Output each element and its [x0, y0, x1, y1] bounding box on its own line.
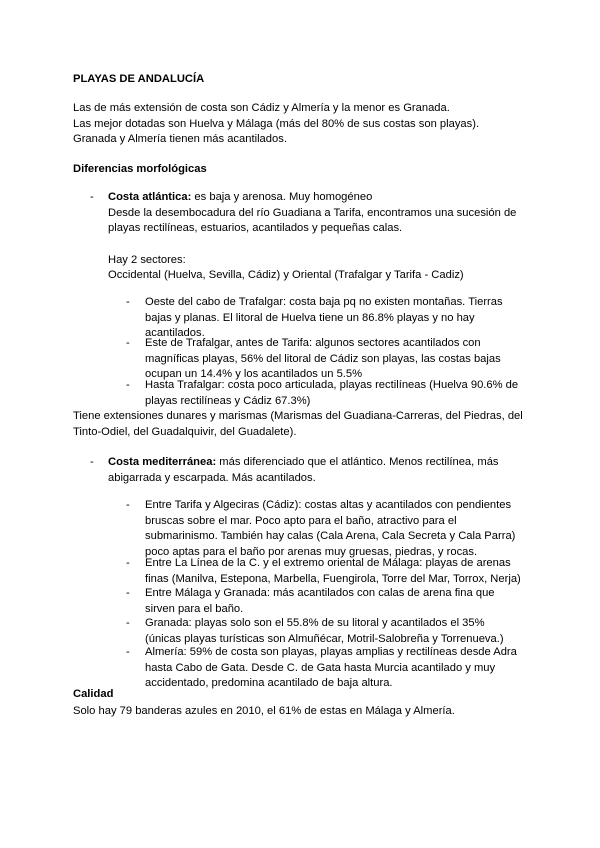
bullet-dash: -: [126, 499, 130, 511]
bullet-dash: -: [126, 587, 130, 599]
intro-paragraph: [73, 101, 535, 148]
bullet-dash: -: [126, 646, 130, 658]
mediterranean-coast-item: [108, 455, 528, 486]
atlantic-heading-line: [108, 190, 528, 206]
atlantic-coast-item: [108, 190, 528, 284]
atlantic-summary: es baja y arenosa. Muy homogéneo: [191, 191, 373, 203]
mediterranean-label: Costa mediterránea:: [108, 456, 217, 468]
atlantic-bullet: Oeste del cabo de Trafalgar: costa baja pq no existen montañas. Tierras bajas y planas. El litoral de Huelva tiene un 86.8% playas y no hay acantilados.: [145, 296, 503, 340]
bullet-dash: -: [126, 617, 130, 629]
quality-paragraph: Solo hay 79 banderas azules en 2010, el 61% de estas en Málaga y Almería.: [73, 705, 455, 717]
mediterranean-bullet: Entre Tarifa y Algeciras (Cádiz): costas altas y acantilados con pendientes bruscas sobre el mar. Poco apto para el baño, atractivo para el submarinismo. También hay calas (Cala Arena, Cala Secreta y Cala Parra) poco aptas para el baño por arenas muy gruesas, piedras, y rocas.: [145, 499, 516, 558]
bullet-dash: -: [126, 296, 130, 308]
atlantic-description: Desde la desembocadura del río Guadiana a Tarifa, encontramos una sucesión de playas rectilíneas, estuarios, acantilados y pequeñas calas.: [108, 206, 517, 235]
mediterranean-bullet: Granada: playas solo son el 55.8% de su litoral y acantilados el 35% (únicas playas turísticas son Almuñécar, Motril-Salobreña y Torrenueva.): [145, 617, 504, 645]
atlantic-bullet: Hasta Trafalgar: costa poco articulada, playas rectilíneas (Huelva 90.6% de playas rectilíneas y Cádiz 67.3%): [145, 379, 519, 407]
atlantic-sectors: Occidental (Huelva, Sevilla, Cádiz) y Oriental (Trafalgar y Tarifa - Cadiz): [108, 269, 464, 282]
list-dash: -: [90, 191, 94, 203]
list-dash: -: [90, 456, 94, 468]
mediterranean-summary: más diferenciado que el atlántico. Menos rectilínea, más abigarrada y escarpada. Más acantilados.: [108, 456, 499, 484]
mediterranean-heading-line: [108, 455, 528, 486]
section-heading-morphology: Diferencias morfológicas: [73, 163, 207, 175]
page-title: PLAYAS DE ANDALUCÍA: [73, 73, 205, 85]
mediterranean-bullet: Entre La Línea de la C. y el extremo oriental de Málaga: playas de arenas finas (Manilva, Estepona, Marbella, Fuengirola, Torre del Mar, Torrox, Nerja): [145, 557, 521, 585]
bullet-dash: -: [126, 557, 130, 569]
atlantic-dunes-paragraph: Tiene extensiones dunares y marismas (Marismas del Guadiana-Carreras, del Piedras, del Tinto-Odiel, del Guadalquivir, del Guadalete).: [73, 410, 523, 438]
intro-line: Las mejor dotadas son Huelva y Málaga (más del 80% de sus costas son playas).: [73, 117, 480, 130]
mediterranean-bullet: Entre Málaga y Granada: más acantilados con calas de arena fina que sirven para el baño.: [145, 587, 495, 615]
intro-line: Las de más extensión de costa son Cádiz y Almería y la menor es Granada.: [73, 102, 450, 114]
atlantic-bullet: Este de Trafalgar, antes de Tarifa: algunos sectores acantilados con magníficas playas, 56% del litoral de Cádiz son playas, las costas bajas ocupan un 14.4% y los acantilados un 5.5%: [145, 337, 501, 381]
bullet-dash: -: [126, 379, 130, 391]
bullet-dash: -: [126, 337, 130, 349]
mediterranean-bullet: Almería: 59% de costa son playas, playas amplias y rectilíneas desde Adra hasta Cabo de Gata. Desde C. de Gata hasta Murcia acantilado y muy accidentado, predomina acantilado de baja altura.: [145, 646, 517, 690]
section-heading-quality: Calidad: [73, 688, 114, 700]
atlantic-sectors-title: Hay 2 sectores:: [108, 253, 186, 266]
atlantic-label: Costa atlántica:: [108, 191, 192, 203]
intro-line: Granada y Almería tienen más acantilados.: [73, 133, 287, 146]
